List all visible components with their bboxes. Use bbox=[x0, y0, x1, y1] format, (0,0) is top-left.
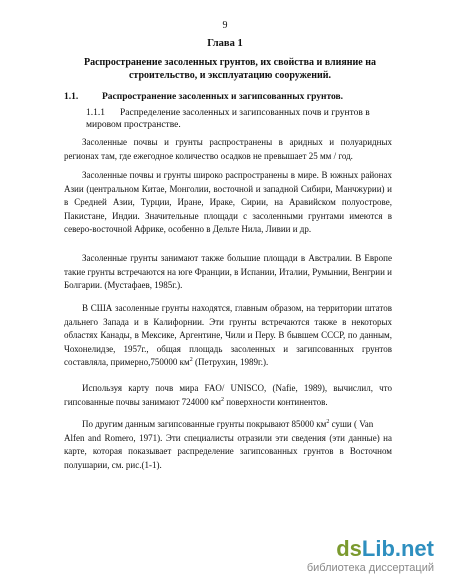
paragraph-6-tail: суши ( Van bbox=[329, 419, 374, 429]
watermark-logo-right: Lib.net bbox=[361, 536, 434, 561]
watermark-subtitle: библиотека диссертаций bbox=[306, 562, 434, 574]
paragraph-3: Засоленные грунты занимают также большие площади в Австралии. В Европе такие грунты встречаются на юге Франции, в Испании, Италии, Румынии, Венгрии и Болгарии. (Мустафаев, 1985г.). bbox=[64, 253, 392, 290]
paragraph-4-text: В США засоленные грунты находятся, главным образом, на территории штатов дальнего Запада и в Калифорнии. Эти грунты встречаются также в некоторых областях Канады, в Мексике, Аргентине, Чили и Перу. В бывшем СССР, по данным, Чохонелидзе, 1957г., общая площадь засоленных и загипсованных грунтов составляла, примерно,750000 км bbox=[64, 303, 392, 367]
superscript-2: 2 bbox=[220, 396, 224, 403]
paragraph-5 bbox=[64, 382, 392, 409]
subsection-title: Распределение засоленных и загипсованных почв и грунтов в мировом пространстве. bbox=[86, 108, 370, 130]
section-number: 1.1. bbox=[64, 92, 79, 102]
watermark bbox=[307, 538, 434, 574]
watermark-logo bbox=[307, 538, 434, 560]
paragraph-4-tail: (Петрухин, 1989г.). bbox=[192, 357, 269, 367]
page-number: 9 bbox=[222, 20, 228, 31]
chapter-heading: Глава 1 bbox=[207, 38, 243, 49]
superscript-2: 2 bbox=[326, 419, 330, 425]
paragraph-1: Засоленные почвы и грунты распространены в аридных и полуаридных регионах там, где ежегодное количество осадков не превышает 25 мм / год. bbox=[64, 137, 392, 161]
watermark-logo-left: ds bbox=[336, 536, 362, 561]
paragraph-2: Засоленные почвы и грунты широко распространены в мире. В южных районах Азии (центральном Китае, Монголии, восточной и западной Сибири, Манчжурии) и в Средней Азии, Турции, Иране, Ираке, Сирии, на Аравийском полуострове, Пакистане, Индии. Значительные площади с засоленными грунтами имеются в северо-восточной Африке, особенно в Дельте Нила, Ливии и др. bbox=[64, 170, 392, 234]
paragraph-6-text: По другим данным загипсованные грунты покрывают 85000 км bbox=[82, 419, 327, 429]
paragraph-4 bbox=[64, 302, 392, 370]
subsection-number: 1.1.1 bbox=[86, 108, 105, 118]
superscript-2: 2 bbox=[189, 357, 193, 363]
paragraph-5-tail: поверхности континентов. bbox=[223, 396, 328, 407]
section-heading bbox=[64, 92, 343, 102]
section-title: Распространение засоленных и загипсованных грунтов. bbox=[102, 92, 344, 102]
chapter-title: Распространение засоленных грунтов, их свойства и влияние на строительство, и эксплуатацию сооружений. bbox=[83, 57, 377, 81]
paragraph-5-text: Используя карту почв мира FAO/ UNISCO, (Nafie, 1989), вычислил, что гипсованные почвы занимают 724000 км bbox=[64, 383, 392, 407]
paragraph-6-continued: Alfen and Romero, 1971). Эти специалисты отразили эти сведения (эти данные) на карте, которая показывает распределение загипсованных грунтов в Восточном полушарии, см. рис.(1-1). bbox=[64, 432, 392, 470]
paragraph-6 bbox=[64, 418, 392, 432]
subsection-heading bbox=[86, 107, 406, 131]
